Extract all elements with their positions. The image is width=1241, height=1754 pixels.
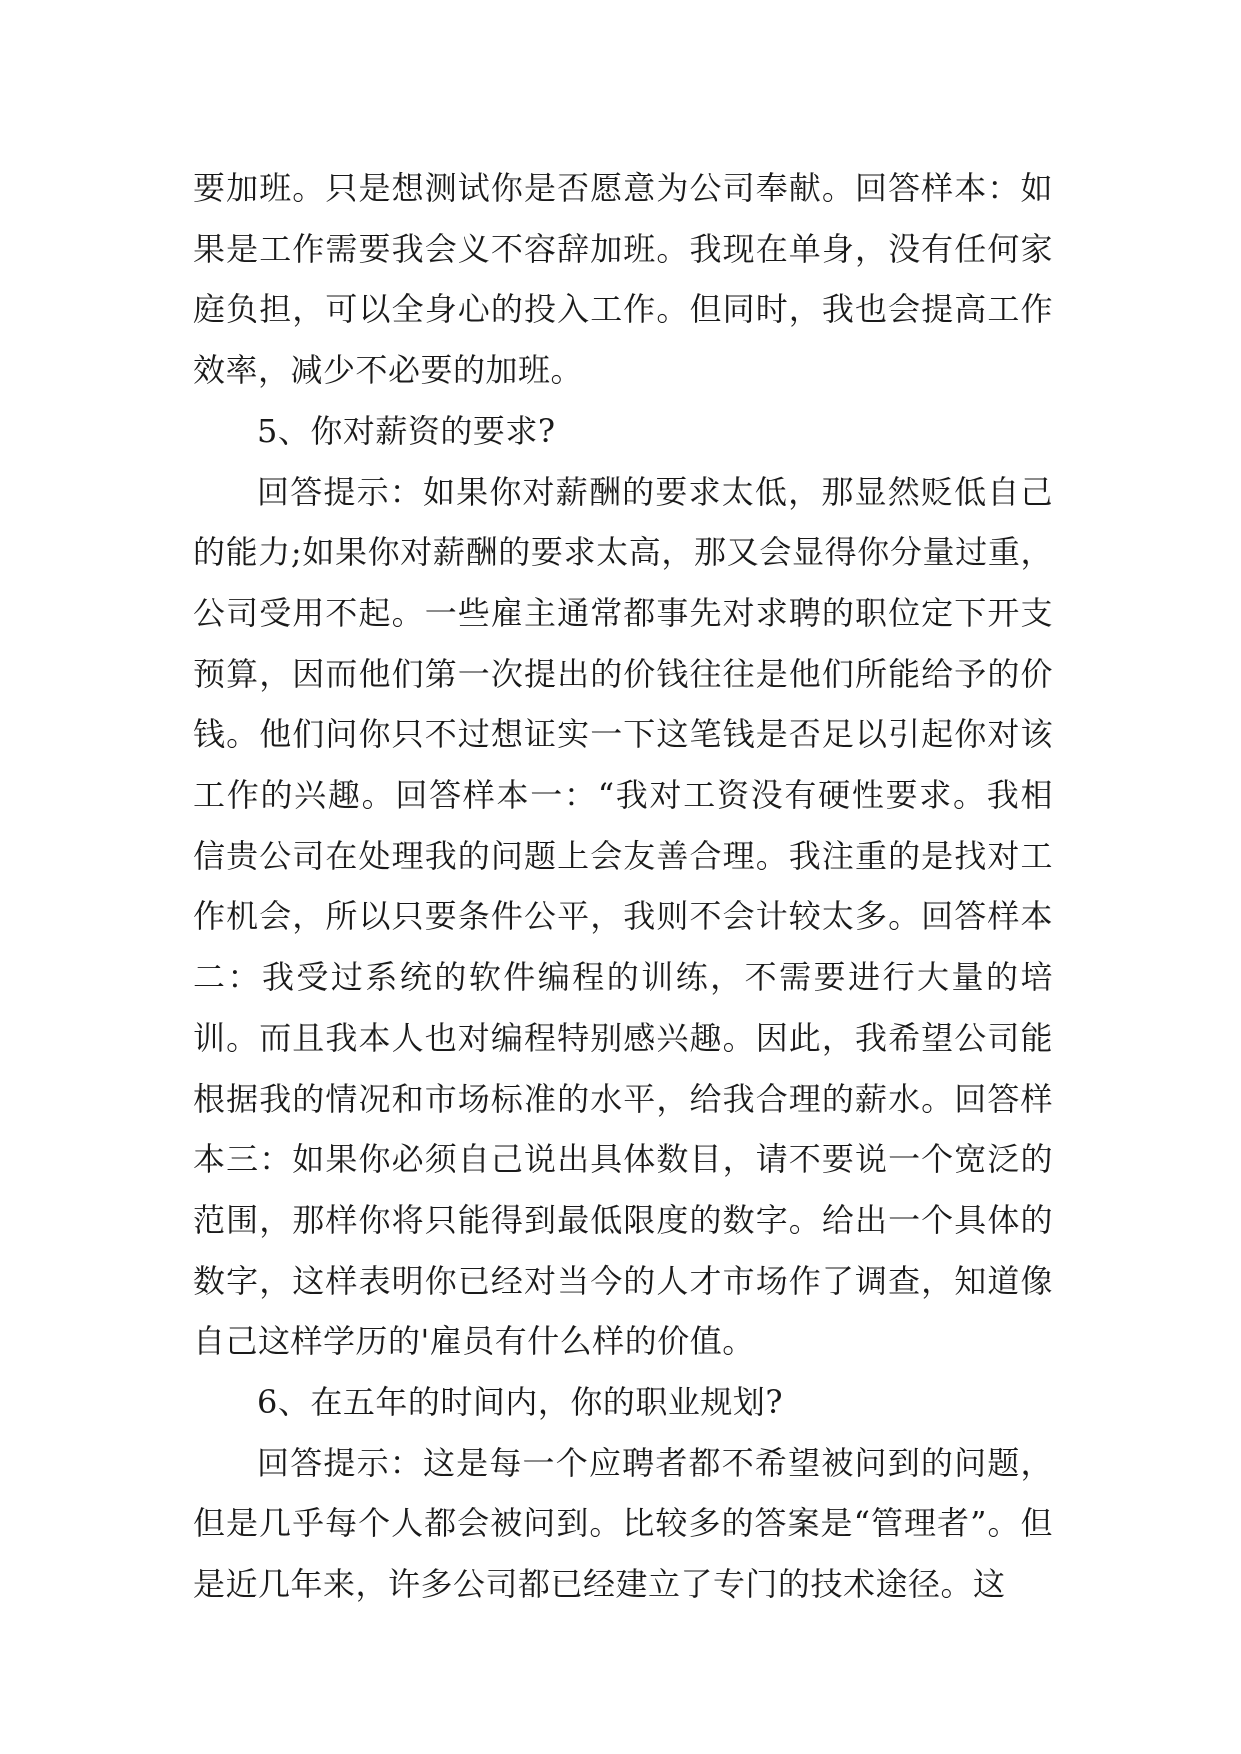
paragraph-overtime-answer: 要加班。只是想测试你是否愿意为公司奉献。回答样本：如果是工作需要我会义不容辞加班。我现在单身，没有任何家庭负担，可以全身心的投入工作。但同时，我也会提高工作效率，减少不必要的加班。 (193, 169, 1053, 390)
question-salary-heading: 5、你对薪资的要求? (257, 411, 556, 450)
paragraph-salary-answer: 回答提示：如果你对薪酬的要求太低，那显然贬低自己的能力;如果你对薪酬的要求太高，那又会显得你分量过重，公司受用不起。一些雇主通常都事先对求聘的职位定下开支预算，因而他们第一次提出的价钱往往是他们所能给予的价钱。他们问你只不过想证实一下这笔钱是否足以引起你对该工作的兴趣。回答样本一：“我对工资没有硬性要求。我相信贵公司在处理我的问题上会友善合理。我注重的是找对工作机会，所以只要条件公平，我则不会计较太多。回答样本二：我受过系统的软件编程的训练，不需要进行大量的培训。而且我本人也对编程特别感兴趣。因此，我希望公司能根据我的情况和市场标准的水平，给我合理的薪水。回答样本三：如果你必须自己说出具体数目，请不要说一个宽泛的范围，那样你将只能得到最低限度的数字。给出一个具体的数字，这样表明你已经对当今的人才市场作了调查，知道像自己这样学历的'雇员有什么样的价值。 (193, 472, 1053, 1361)
paragraph-career-plan-answer: 回答提示：这是每一个应聘者都不希望被问到的问题，但是几乎每个人都会被问到。比较多的答案是“管理者”。但是近几年来，许多公司都已经建立了专门的技术途径。这 (193, 1443, 1053, 1604)
document-body (193, 158, 1053, 1615)
question-career-plan-heading: 6、在五年的时间内，你的职业规划? (257, 1383, 784, 1422)
